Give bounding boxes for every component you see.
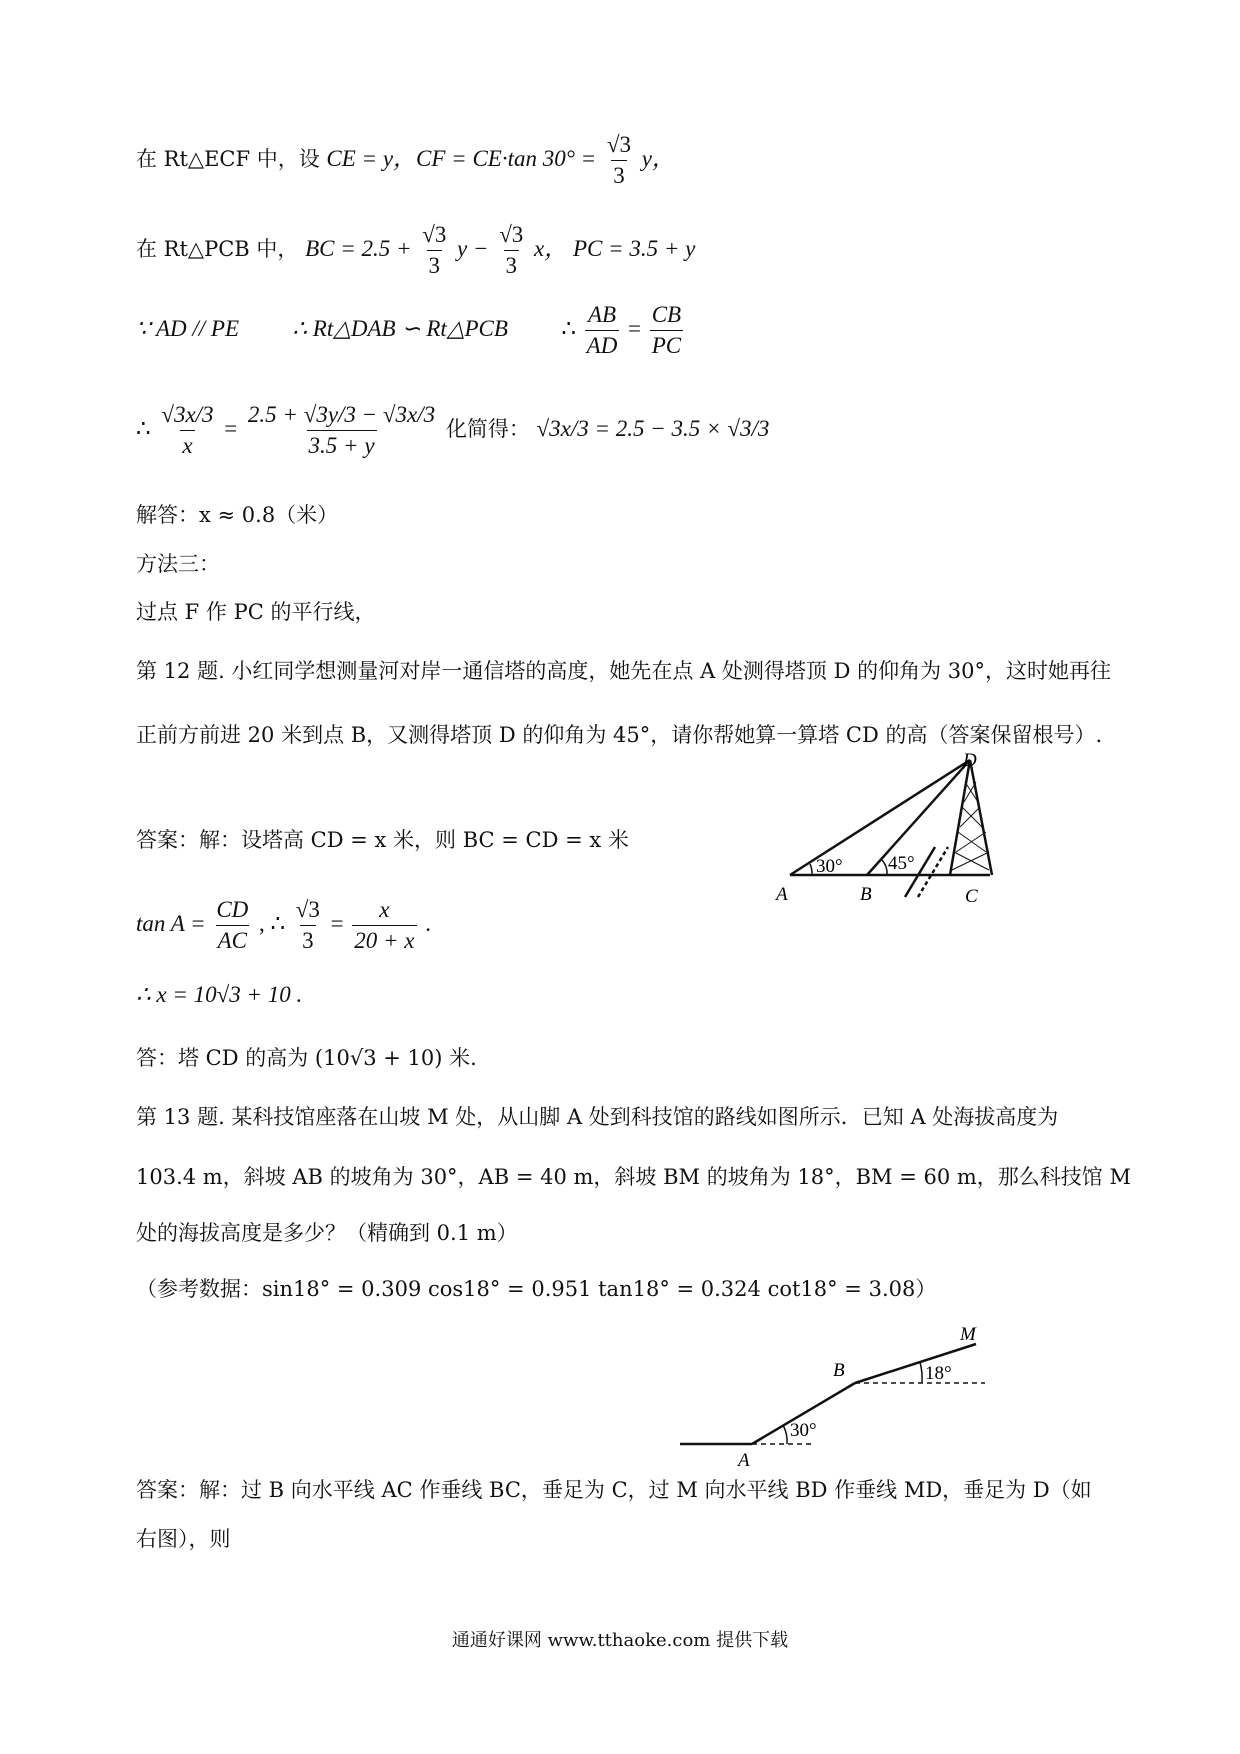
angle-a-arc [810,864,812,875]
frac-denominator: 3 [504,250,520,281]
label-c: C [965,886,978,907]
label-m: M [960,1324,976,1345]
page-footer: 通通好课网 www.tthaoke.com 提供下载 [451,1630,789,1651]
q12-answer-1: 答案：解：设塔高 CD = x 米，则 BC = CD = x 米 [136,828,629,852]
frac-numerator: 2.5 + √3y/3 − √3x/3 [247,402,436,427]
frac-numerator: AB [587,302,617,327]
frac-numerator: √3 [422,222,447,247]
q13-answer-1: 答案：解：过 B 向水平线 AC 作垂线 BC，垂足为 C，过 M 向水平线 BD 作垂线 MD，垂足为 D（如 [136,1478,1092,1502]
equals-sign: = [224,416,238,441]
line-pcb-prefix: 在 Rt△PCB 中， [136,237,299,261]
therefore-symbol: ∴ [561,316,576,341]
line-bd [867,760,970,875]
therefore-symbol: ∴ [136,416,151,441]
q12-answer-3: ∴ x = 10√3 + 10 . [136,982,303,1007]
angle-a-label: 30° [816,856,843,877]
q13-text-1: 第 13 题. 某科技馆座落在山坡 M 处，从山脚 A 处到科技馆的路线如图所示．已知 A 处海拔高度为 [136,1105,1059,1129]
line-ecf-prefix: 在 Rt△ECF 中，设 [136,147,320,171]
left-compound-fraction [159,400,215,461]
angle-b-label: 18° [925,1363,952,1384]
sqrt3-over-3-fraction [497,220,525,281]
frac-denominator: 3 [300,925,316,956]
line-pcb-b: y − [457,236,489,261]
line-pcb [136,220,695,281]
q12-text-2: 正前方前进 20 米到点 B，又测得塔顶 D 的仰角为 45°，请你帮她算一算塔 CD 的高（答案保留根号）. [136,723,1103,747]
q13-reference: （参考数据：sin18° = 0.309 cos18° = 0.951 tan18° = 0.324 cot18° = 3.08） [136,1277,937,1301]
sqrt3-over-3-fraction [420,220,448,281]
angle-b-arc [882,860,887,875]
period: . [425,911,431,936]
answer-x: 解答：x ≈ 0.8（米） [136,503,339,527]
equals-sign: = [330,911,344,936]
angle-a-label: 30° [790,1420,817,1441]
line-similar [136,300,685,361]
q13-text-3: 处的海拔高度是多少？（精确到 0.1 m） [136,1221,518,1245]
frac-denominator: 3 [427,250,443,281]
ab-over-ad-fraction [585,300,620,361]
parallel-statement: ∵ AD // PE [136,316,240,341]
equals-sign: = [628,316,641,341]
label-d: D [963,752,977,771]
frac-denominator: 3.5 + y [307,430,377,461]
angle-a-arc [783,1425,787,1444]
frac-denominator: AC [216,925,249,956]
line-pcb-a: BC = 2.5 + [305,236,412,261]
angle-b-label: 45° [888,853,915,874]
label-b: B [833,1360,845,1381]
q13-text-2: 103.4 m，斜坡 AB 的坡角为 30°，AB = 40 m，斜坡 BM 的坡角为 18°，BM = 60 m，那么科技馆 M [136,1165,1131,1189]
q13-answer-2: 右图），则 [136,1527,231,1551]
cb-over-pc-fraction [650,300,683,361]
frac-numerator: √3 [606,132,632,157]
line-ecf [136,130,675,191]
simplified-result: √3x/3 = 2.5 − 3.5 × √3/3 [536,416,770,441]
label-a: A [738,1450,750,1468]
frac-numerator: CD [216,897,249,922]
slope-diagram [670,1318,1000,1468]
line-pcb-c: x， PC = 3.5 + y [534,236,696,261]
simplify-label: 化简得： [445,417,530,441]
frac-denominator: x [180,430,194,461]
angle-b-arc [920,1362,922,1383]
q12-text-1: 第 12 题. 小红同学想测量河对岸一通信塔的高度，她先在点 A 处测得塔顶 D 的仰角为 30°，这时她再往 [136,659,1112,683]
q12-answer-2 [136,895,431,956]
line-ecf-math: CE = y，CF = CE·tan 30° = [326,146,597,171]
q12-answer-4: 答：塔 CD 的高为 (10√3 + 10) 米. [136,1046,477,1070]
tan-a: tan A = [136,911,206,936]
method-three-step: 过点 F 作 PC 的平行线， [136,600,376,624]
similar-statement: ∴ Rt△DAB ∽ Rt△PCB [292,316,508,341]
cd-over-ac-fraction [214,895,250,956]
frac-numerator: √3x/3 [161,402,214,427]
sqrt3-over-3-fraction [294,895,322,956]
line-equation [136,400,769,461]
frac-denominator: AD [585,330,620,361]
frac-numerator: CB [651,302,682,327]
label-a: A [776,884,788,905]
method-three: 方法三： [136,552,220,576]
line-ecf-tail: y， [641,146,675,171]
x-over-20plusx-fraction [352,895,416,956]
therefore-symbol: , ∴ [258,911,286,936]
frac-denominator: PC [650,330,683,361]
tower-diagram [760,752,1020,912]
label-b: B [860,884,872,905]
frac-denominator: 3 [611,160,627,191]
slope-bm [855,1344,976,1383]
river-bank-2 [918,847,948,897]
frac-numerator: √3 [295,897,320,922]
frac-numerator: √3 [499,222,524,247]
tower-right-edge [970,760,992,875]
frac-numerator: x [379,897,390,922]
frac-denominator: 20 + x [352,925,416,956]
right-compound-fraction [246,400,437,461]
sqrt3-over-3-fraction [605,130,633,191]
